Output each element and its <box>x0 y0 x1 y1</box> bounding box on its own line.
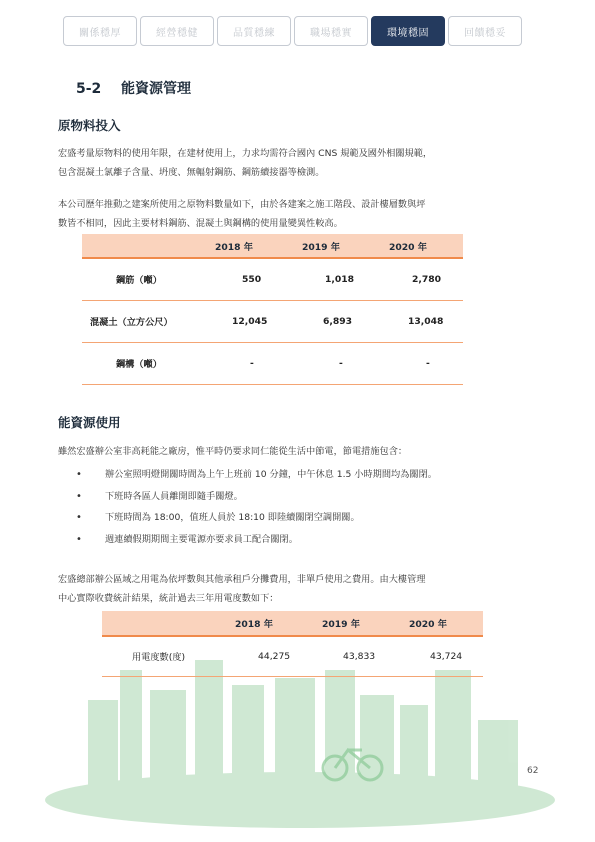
table-header-cell: 2019 年 <box>321 611 408 636</box>
materials-table <box>82 234 463 385</box>
building-shape <box>275 678 315 810</box>
energy-measures-list <box>76 464 437 550</box>
table-header-cell <box>82 234 214 258</box>
energy-heading: 能資源使用 <box>58 415 121 430</box>
row-label: 鋼筋（噸） <box>82 258 214 300</box>
list-item-text: 辦公室照明燈開關時間為上午上班前 10 分鐘，中午休息 1.5 小時期間均為關閉。 <box>105 469 437 480</box>
building-shape <box>435 670 471 810</box>
text-line: 包含混凝土氯離子含量、坍度、無輻射鋼筋、鋼筋續接器等檢測。 <box>58 167 325 178</box>
text-line: 數皆不相同，因此主要材料鋼筋、混凝土與鋼構的使用量變異性較高。 <box>58 218 343 229</box>
building-shape <box>88 700 118 810</box>
table-header-row <box>102 611 483 636</box>
table-row <box>82 342 463 384</box>
bullet-icon: • <box>76 512 82 523</box>
table-row <box>82 300 463 342</box>
text-line: 本公司歷年推動之建案所使用之原物料數量如下，由於各建案之施工階段、設計樓層數與坪 <box>58 199 426 210</box>
table-cell: 13,048 <box>388 300 463 342</box>
text-line: 宏盛總部辦公區域之用電為依坪數與其他承租戶分攤費用，非單戶使用之費用。由大樓管理 <box>58 574 426 585</box>
table-cell: - <box>388 342 463 384</box>
building-shape <box>325 670 355 810</box>
list-item <box>76 486 437 508</box>
table-row <box>102 636 483 676</box>
page-number: 62 <box>527 766 539 776</box>
table-cell: - <box>301 342 388 384</box>
bullet-icon: • <box>76 533 82 545</box>
table-cell: 6,893 <box>301 300 388 342</box>
building-shape <box>400 705 428 810</box>
energy-intro: 雖然宏盛辦公室非高耗能之廠房，惟平時仍要求同仁能從生活中節電，節電措施包含： <box>58 446 408 457</box>
table-header-cell: 2020 年 <box>388 234 463 258</box>
section-heading <box>76 78 191 98</box>
tab-environment[interactable]: 環境穩固 <box>371 16 445 46</box>
table-cell: 12,045 <box>214 300 301 342</box>
row-label: 鋼構（噸） <box>82 342 214 384</box>
materials-paragraph-1 <box>58 144 548 182</box>
table-header-cell: 2018 年 <box>214 234 301 258</box>
list-item <box>76 529 437 551</box>
building-shape <box>478 720 518 810</box>
building-shape <box>360 695 394 810</box>
materials-heading: 原物料投入 <box>58 118 121 133</box>
table-header-cell: 2019 年 <box>301 234 388 258</box>
table-cell: 1,018 <box>301 258 388 300</box>
table-header-cell: 2018 年 <box>234 611 321 636</box>
table-cell: 43,724 <box>408 636 483 676</box>
building-shape <box>232 685 264 810</box>
list-item-text: 下班時各區人員離開即隨手關燈。 <box>105 490 243 502</box>
list-item-text: 下班時間為 18:00，值班人員於 18:10 即陸續關閉空調開關。 <box>105 512 360 523</box>
building-shape <box>150 690 186 810</box>
table-row <box>82 258 463 300</box>
table-cell: - <box>214 342 301 384</box>
tab-operations[interactable]: 經營穩健 <box>140 16 214 46</box>
list-item-text: 週連續假期期間主要電源亦要求員工配合關閉。 <box>105 533 298 545</box>
table-header-cell: 2020 年 <box>408 611 483 636</box>
list-item <box>76 464 437 486</box>
tab-quality[interactable]: 品質穩練 <box>217 16 291 46</box>
tab-workplace[interactable]: 職場穩實 <box>294 16 368 46</box>
electricity-table <box>102 611 483 677</box>
materials-paragraph-2 <box>58 195 548 233</box>
table-cell: 550 <box>214 258 301 300</box>
bullet-icon: • <box>76 469 82 480</box>
tab-community[interactable]: 回饋穩妥 <box>448 16 522 46</box>
table-header-cell <box>102 611 234 636</box>
bullet-icon: • <box>76 490 82 502</box>
text-line: 中心實際收費統計結果，統計過去三年用電度數如下： <box>58 593 279 604</box>
section-number: 5-2 <box>76 81 102 97</box>
table-header-row <box>82 234 463 258</box>
row-label: 混凝土（立方公尺） <box>82 300 214 342</box>
tab-relationship[interactable]: 關係穩厚 <box>63 16 137 46</box>
text-line: 宏盛考量原物料的使用年限，在建材使用上，力求均需符合國內 CNS 規範及國外相關規範， <box>58 148 433 159</box>
row-label: 用電度數(度) <box>102 636 234 676</box>
list-item <box>76 507 437 529</box>
section-title: 能資源管理 <box>121 81 192 97</box>
table-cell: 44,275 <box>234 636 321 676</box>
table-cell: 43,833 <box>321 636 408 676</box>
building-shape <box>195 660 223 810</box>
table-cell: 2,780 <box>388 258 463 300</box>
chapter-tabs <box>63 16 522 46</box>
building-shape <box>120 670 142 810</box>
